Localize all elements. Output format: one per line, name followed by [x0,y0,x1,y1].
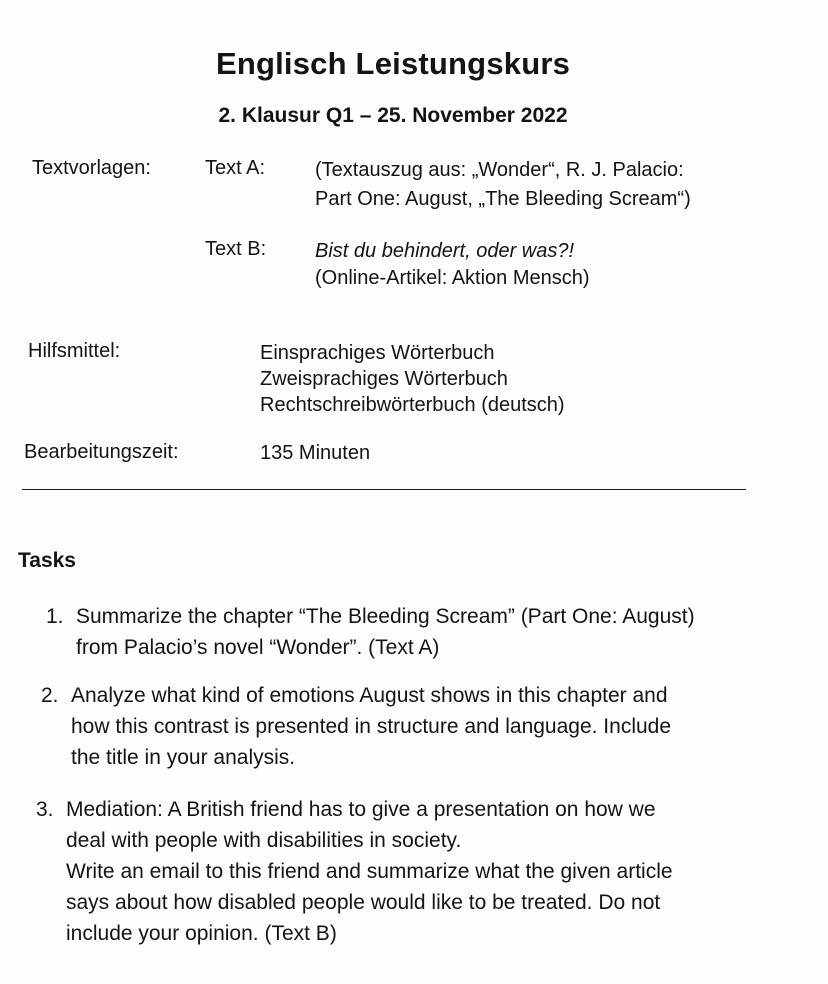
text-b-label: Text B: [205,238,267,260]
task-number: 2. [41,684,59,707]
hilfsmittel-label: Hilfsmittel: [28,340,121,362]
page-title: Englisch Leistungskurs [215,46,571,81]
task-text [71,680,671,773]
divider-line [22,489,746,490]
task-line: from Palacio’s novel “Wonder”. (Text A) [76,636,440,659]
hilfsmittel-item: Zweisprachiges Wörterbuch [260,368,508,390]
task-line: deal with people with disabilities in society. [66,829,462,852]
task-line: Summarize the chapter “The Bleeding Scream” (Part One: August) [76,605,695,628]
text-a-source-line1: (Textauszug aus: „Wonder“, R. J. Palacio: [315,159,684,181]
text-a-label: Text A: [205,157,266,179]
bearbeitungszeit-value: 135 Minuten [260,442,371,464]
textvorlagen-label: Textvorlagen: [32,157,151,179]
task-line: the title in your analysis. [71,746,296,769]
text-a-source-line2: Part One: August, „The Bleeding Scream“) [315,188,691,210]
hilfsmittel-item: Einsprachiges Wörterbuch [260,342,495,364]
task-text [76,601,695,663]
exam-subtitle: 2. Klausur Q1 – 25. November 2022 [218,104,568,127]
task-line: Mediation: A British friend has to give a presentation on how we [66,798,656,821]
task-line: include your opinion. (Text B) [66,922,337,945]
text-b-title: Bist du behindert, oder was?! [315,240,575,262]
task-line: says about how disabled people would like to be treated. Do not [66,891,661,914]
bearbeitungszeit-label: Bearbeitungszeit: [24,441,179,463]
task-text [66,794,673,949]
task-number: 1. [46,605,64,628]
task-line: how this contrast is presented in structure and language. Include [71,715,672,738]
tasks-heading: Tasks [18,549,76,572]
task-number: 3. [36,798,54,821]
task-line: Analyze what kind of emotions August shows in this chapter and [71,684,668,707]
hilfsmittel-item: Rechtschreibwörterbuch (deutsch) [260,394,565,416]
text-b-source: (Online-Artikel: Aktion Mensch) [315,267,590,289]
task-line: Write an email to this friend and summarize what the given article [66,860,673,883]
